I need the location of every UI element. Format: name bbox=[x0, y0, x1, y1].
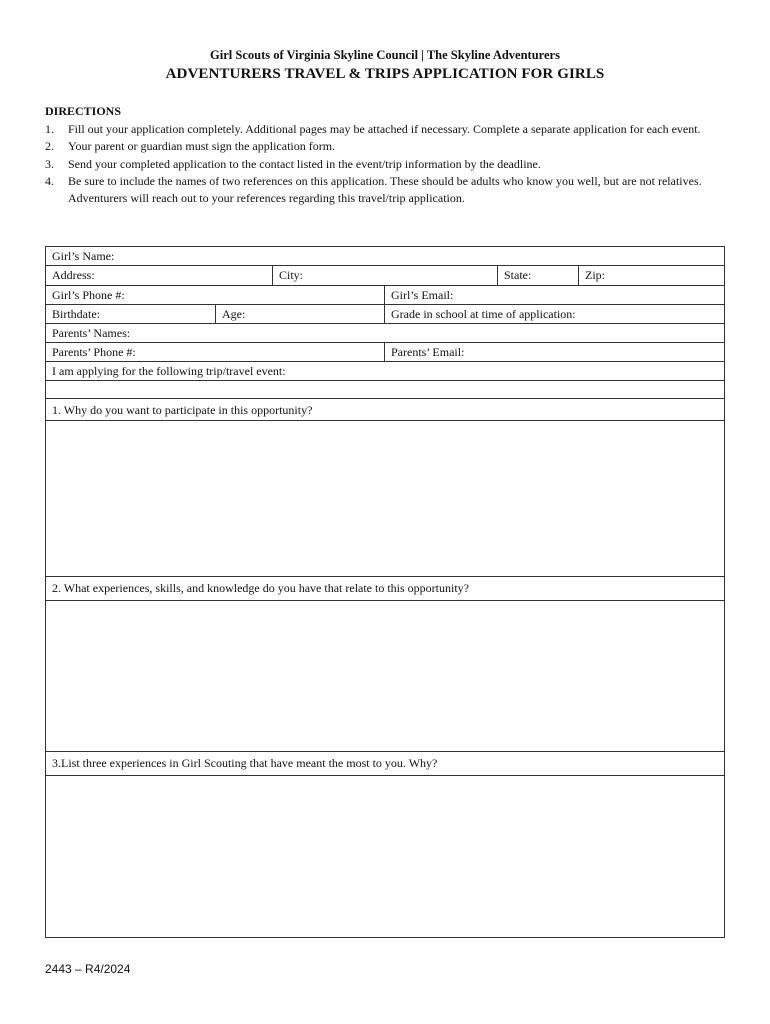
question-3-label: 3.List three experiences in Girl Scouting that have meant the most to you. Why? bbox=[46, 752, 724, 776]
applying-for-answer-field[interactable] bbox=[46, 381, 724, 399]
question-1-label: 1. Why do you want to participate in this opportunity? bbox=[46, 399, 724, 421]
application-form bbox=[45, 246, 725, 938]
direction-item bbox=[45, 173, 725, 208]
birthdate-field[interactable] bbox=[46, 305, 215, 323]
age-label: Age: bbox=[222, 307, 246, 321]
address-label: Address: bbox=[52, 268, 95, 282]
address-field[interactable] bbox=[46, 266, 272, 285]
parents-names-field[interactable] bbox=[46, 324, 724, 342]
direction-number: 2. bbox=[45, 139, 54, 154]
parents-email-field[interactable] bbox=[384, 343, 724, 361]
direction-text: Send your completed application to the contact listed in the event/trip information by the deadline. bbox=[68, 156, 541, 171]
row-parents-names bbox=[46, 324, 724, 343]
state-label: State: bbox=[504, 268, 532, 282]
birthdate-label: Birthdate: bbox=[52, 307, 100, 321]
parents-phone-label: Parents’ Phone #: bbox=[52, 345, 136, 359]
direction-text: Your parent or guardian must sign the application form. bbox=[68, 139, 336, 154]
direction-item bbox=[45, 121, 725, 138]
girls-name-field[interactable] bbox=[46, 247, 724, 265]
city-field[interactable] bbox=[272, 266, 498, 285]
city-label: City: bbox=[279, 268, 304, 282]
direction-number: 1. bbox=[45, 122, 54, 136]
direction-text: Be sure to include the names of two references on this application. These should be adults who know you well, but are not relatives. Adventurers will reach out to your references regarding this travel/trip application. bbox=[68, 173, 702, 206]
question-2-label: 2. What experiences, skills, and knowledge do you have that relate to this opportunity? bbox=[46, 577, 724, 601]
question-3-answer-area[interactable] bbox=[46, 776, 724, 937]
girls-email-label: Girl’s Email: bbox=[391, 288, 454, 302]
directions-heading: DIRECTIONS bbox=[45, 104, 122, 118]
parents-email-label: Parents’ Email: bbox=[391, 345, 465, 359]
question-1-answer-area[interactable] bbox=[46, 421, 724, 577]
parents-names-label: Parents’ Names: bbox=[52, 326, 131, 340]
parents-phone-field[interactable] bbox=[46, 343, 384, 361]
direction-number: 4. bbox=[45, 173, 54, 188]
state-field[interactable] bbox=[497, 266, 578, 285]
row-applying-for bbox=[46, 362, 724, 381]
row-girls-contact bbox=[46, 286, 724, 305]
girls-phone-label: Girl’s Phone #: bbox=[52, 288, 125, 302]
row-girls-name bbox=[46, 247, 724, 266]
grade-label: Grade in school at time of application: bbox=[391, 307, 576, 321]
applying-for-label: I am applying for the following trip/travel event: bbox=[52, 364, 286, 378]
page-title: ADVENTURERS TRAVEL & TRIPS APPLICATION FOR GIRLS bbox=[165, 66, 605, 82]
direction-number: 3. bbox=[45, 156, 54, 171]
grade-field[interactable] bbox=[384, 305, 724, 323]
directions-list bbox=[45, 121, 725, 207]
zip-label: Zip: bbox=[585, 268, 605, 282]
girls-phone-field[interactable] bbox=[46, 286, 384, 304]
form-code: 2443 – R4/2024 bbox=[45, 962, 131, 976]
row-birthdate bbox=[46, 305, 724, 324]
direction-text: Fill out your application completely. Additional pages may be attached if necessary. Complete a separate application for each event. bbox=[68, 122, 701, 136]
girls-name-label: Girl’s Name: bbox=[52, 249, 115, 263]
question-2-answer-area[interactable] bbox=[46, 601, 724, 752]
zip-field[interactable] bbox=[578, 266, 724, 285]
girls-email-field[interactable] bbox=[384, 286, 724, 304]
direction-item bbox=[45, 138, 725, 155]
council-subtitle: Girl Scouts of Virginia Skyline Council | The Skyline Adventurers bbox=[210, 48, 560, 62]
row-address bbox=[46, 266, 724, 286]
direction-item bbox=[45, 156, 725, 173]
age-field[interactable] bbox=[215, 305, 384, 323]
row-parents-contact bbox=[46, 343, 724, 362]
